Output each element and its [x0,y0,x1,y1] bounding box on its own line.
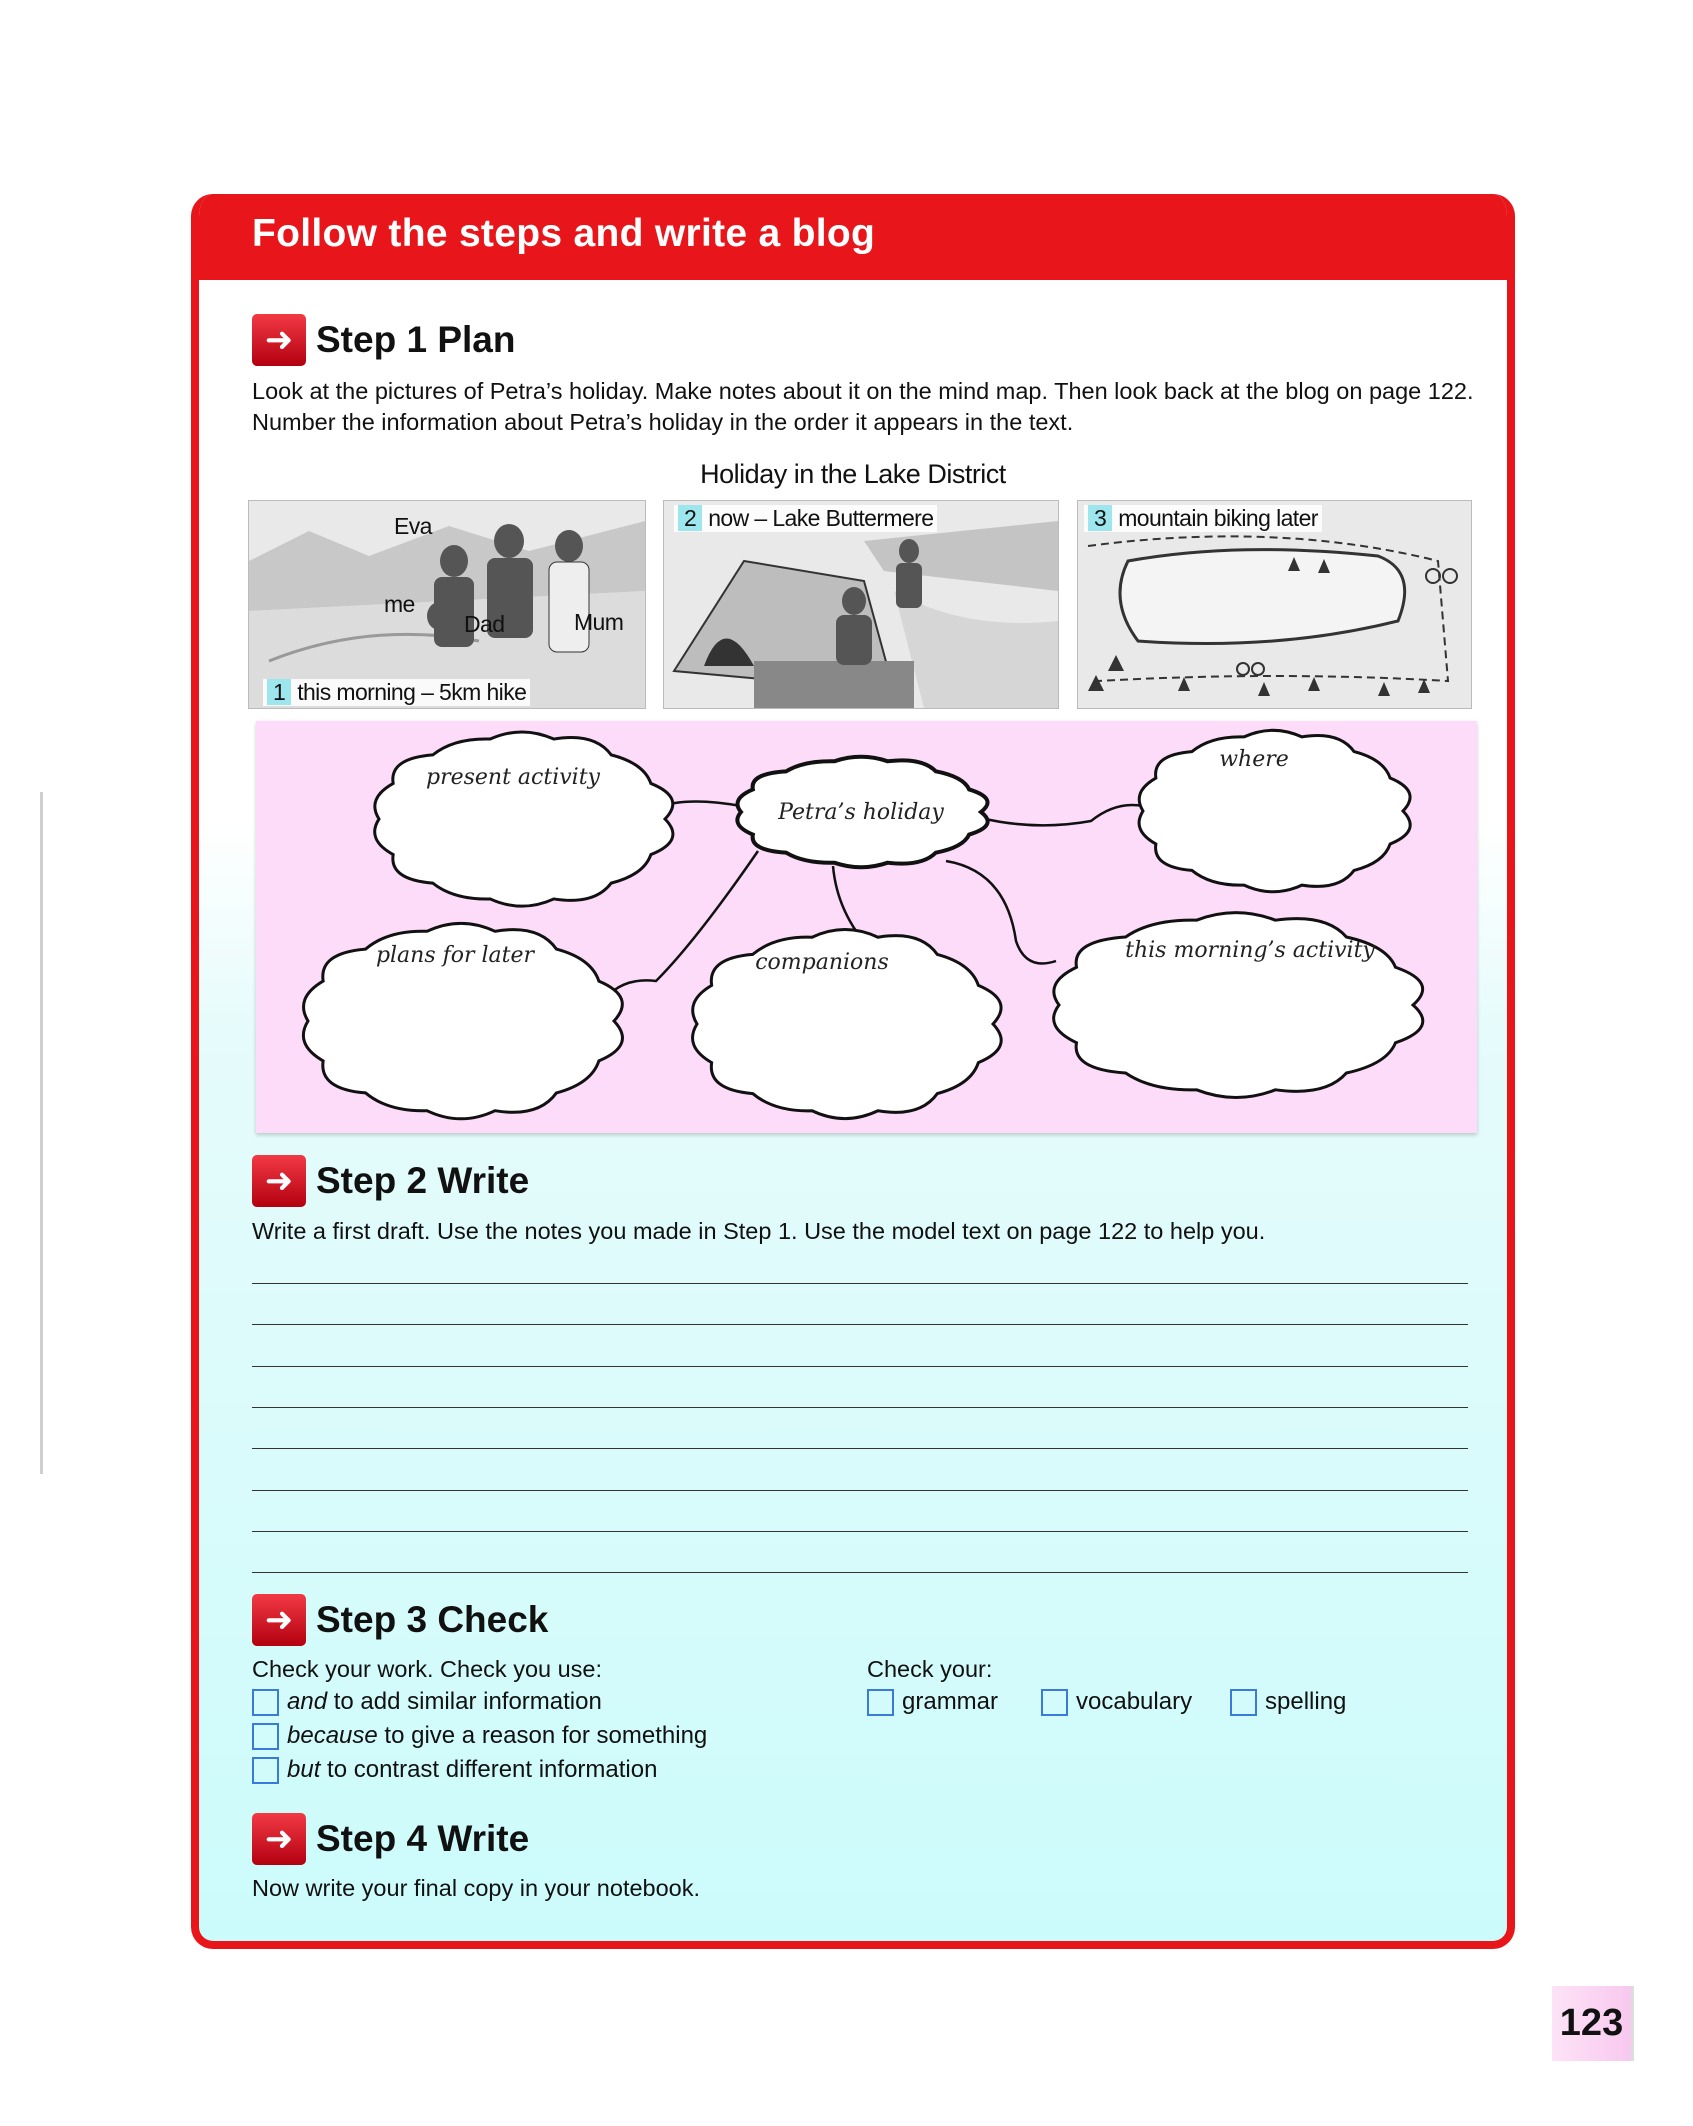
checkbox[interactable] [252,1757,279,1784]
step2-title: Step 2 Write [316,1160,530,1201]
check-item-but[interactable]: but to contrast different information [252,1756,657,1784]
step1-heading [252,314,515,366]
photo-caption: 2 now – Lake Buttermere [674,505,937,532]
writing-line[interactable] [252,1572,1468,1573]
step4-heading [252,1813,529,1865]
hike-illustration [249,501,645,708]
photo-map [1077,500,1472,709]
page-edge [40,792,43,1474]
photos-title: Holiday in the Lake District [700,459,1006,489]
writing-line[interactable] [252,1324,1468,1325]
node-this-mornings-activity: this morning’s activity [1125,938,1375,963]
check-item-because[interactable]: because to give a reason for something [252,1722,707,1750]
header-bar [199,194,1507,280]
checkbox[interactable] [252,1689,279,1716]
writing-line[interactable] [252,1531,1468,1532]
label-eva: Eva [394,513,432,539]
node-plans-for-later: plans for later [375,943,535,968]
node-present-activity: present activity [426,765,600,790]
camping-illustration [664,501,1058,708]
check-grammar[interactable]: grammar [867,1688,998,1716]
mind-map [256,721,1477,1133]
cloud-present-activity [375,732,673,906]
checkbox[interactable] [1230,1689,1257,1716]
check-use-title: Check your work. Check you use: [252,1656,603,1682]
step4-title: Step 4 Write [316,1818,530,1859]
blog-task-card [191,194,1515,1949]
checkbox[interactable] [252,1723,279,1750]
page-title: Follow the steps and write a blog [252,212,876,255]
photo-caption: 3 mountain biking later [1084,505,1322,532]
photo-lake [663,500,1059,709]
check-your-title: Check your: [867,1656,993,1682]
writing-line[interactable] [252,1448,1468,1449]
step1-title: Step 1 Plan [316,319,516,360]
photo-caption: 1 this morning – 5km hike [263,679,530,706]
node-where: where [1219,747,1289,772]
photo-hike [248,500,646,709]
step2-instructions: Write a first draft. Use the notes you made in Step 1. Use the model text on page 122 to help you. [252,1218,1266,1244]
mind-map-diagram [256,721,1477,1133]
arrow-icon: ➜ [252,314,306,366]
check-item-and[interactable]: and to add similar information [252,1688,602,1716]
writing-line[interactable] [252,1407,1468,1408]
step1-instructions: Look at the pictures of Petra’s holiday. Make notes about it on the mind map. Then look back at the blog on page 122. Number the information about Petra’s holiday in the order it appears in the text. [252,378,1474,435]
checkbox[interactable] [1041,1689,1068,1716]
check-vocabulary[interactable]: vocabulary [1041,1688,1192,1716]
arrow-icon: ➜ [252,1155,306,1207]
label-mum: Mum [574,609,624,635]
node-companions: companions [755,950,889,975]
page-number: 123 [1552,1986,1634,2061]
writing-line[interactable] [252,1490,1468,1491]
step4-instructions: Now write your final copy in your notebook. [252,1875,701,1901]
label-me: me [384,591,415,617]
arrow-icon: ➜ [252,1594,306,1646]
arrow-icon: ➜ [252,1813,306,1865]
checkbox[interactable] [867,1689,894,1716]
writing-line[interactable] [252,1283,1468,1284]
step2-heading [252,1155,529,1207]
map-illustration [1078,501,1471,708]
step3-title: Step 3 Check [316,1599,549,1640]
check-spelling[interactable]: spelling [1230,1688,1346,1716]
writing-line[interactable] [252,1366,1468,1367]
label-dad: Dad [464,611,505,637]
step3-heading [252,1594,548,1646]
mind-map-center: Petra’s holiday [778,800,944,825]
